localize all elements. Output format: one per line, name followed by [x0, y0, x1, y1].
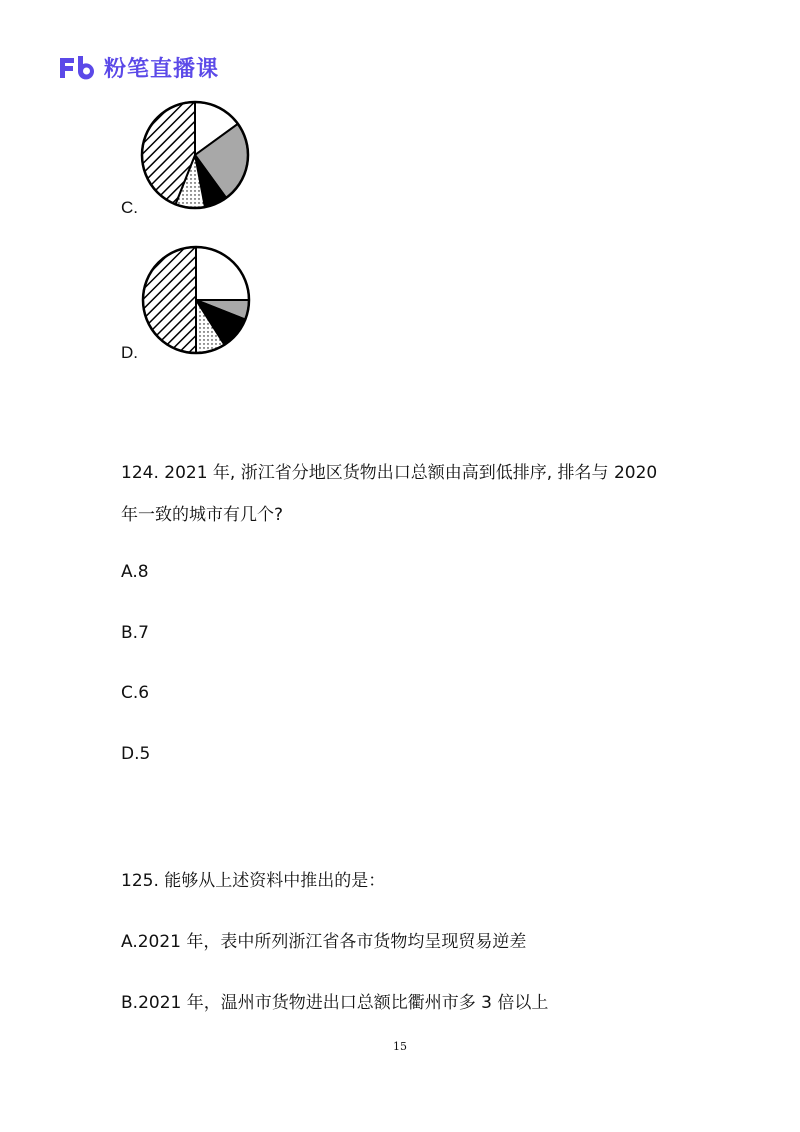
question-124-stem-line2: 年一致的城市有几个?: [121, 505, 284, 525]
brand-text: 粉笔直播课: [104, 56, 220, 82]
pie-chart-option-c: [138, 98, 252, 212]
question-125-option-b: B.2021 年，温州市货物进出口总额比衢州市多 3 倍以上: [121, 993, 549, 1013]
fenbi-logo-icon: [58, 54, 96, 80]
question-125-option-a: A.2021 年，表中所列浙江省各市货物均呈现贸易逆差: [121, 932, 527, 952]
question-124-stem-line1: 124. 2021 年, 浙江省分地区货物出口总额由高到低排序, 排名与 2020: [121, 463, 658, 483]
pie-chart-option-d: [139, 243, 253, 357]
question-125-stem: 125. 能够从上述资料中推出的是：: [121, 871, 386, 891]
question-124-option-c: C.6: [121, 683, 150, 703]
pie-slice-hatched: [143, 247, 196, 353]
question-124-option-b: B.7: [121, 623, 149, 643]
option-d-label: D.: [121, 343, 138, 362]
question-124-option-d: D.5: [121, 744, 151, 764]
option-c-label: C.: [121, 198, 138, 217]
brand-logo: [58, 52, 219, 82]
page-number: 15: [393, 1040, 407, 1053]
question-124-option-a: A.8: [121, 562, 149, 582]
